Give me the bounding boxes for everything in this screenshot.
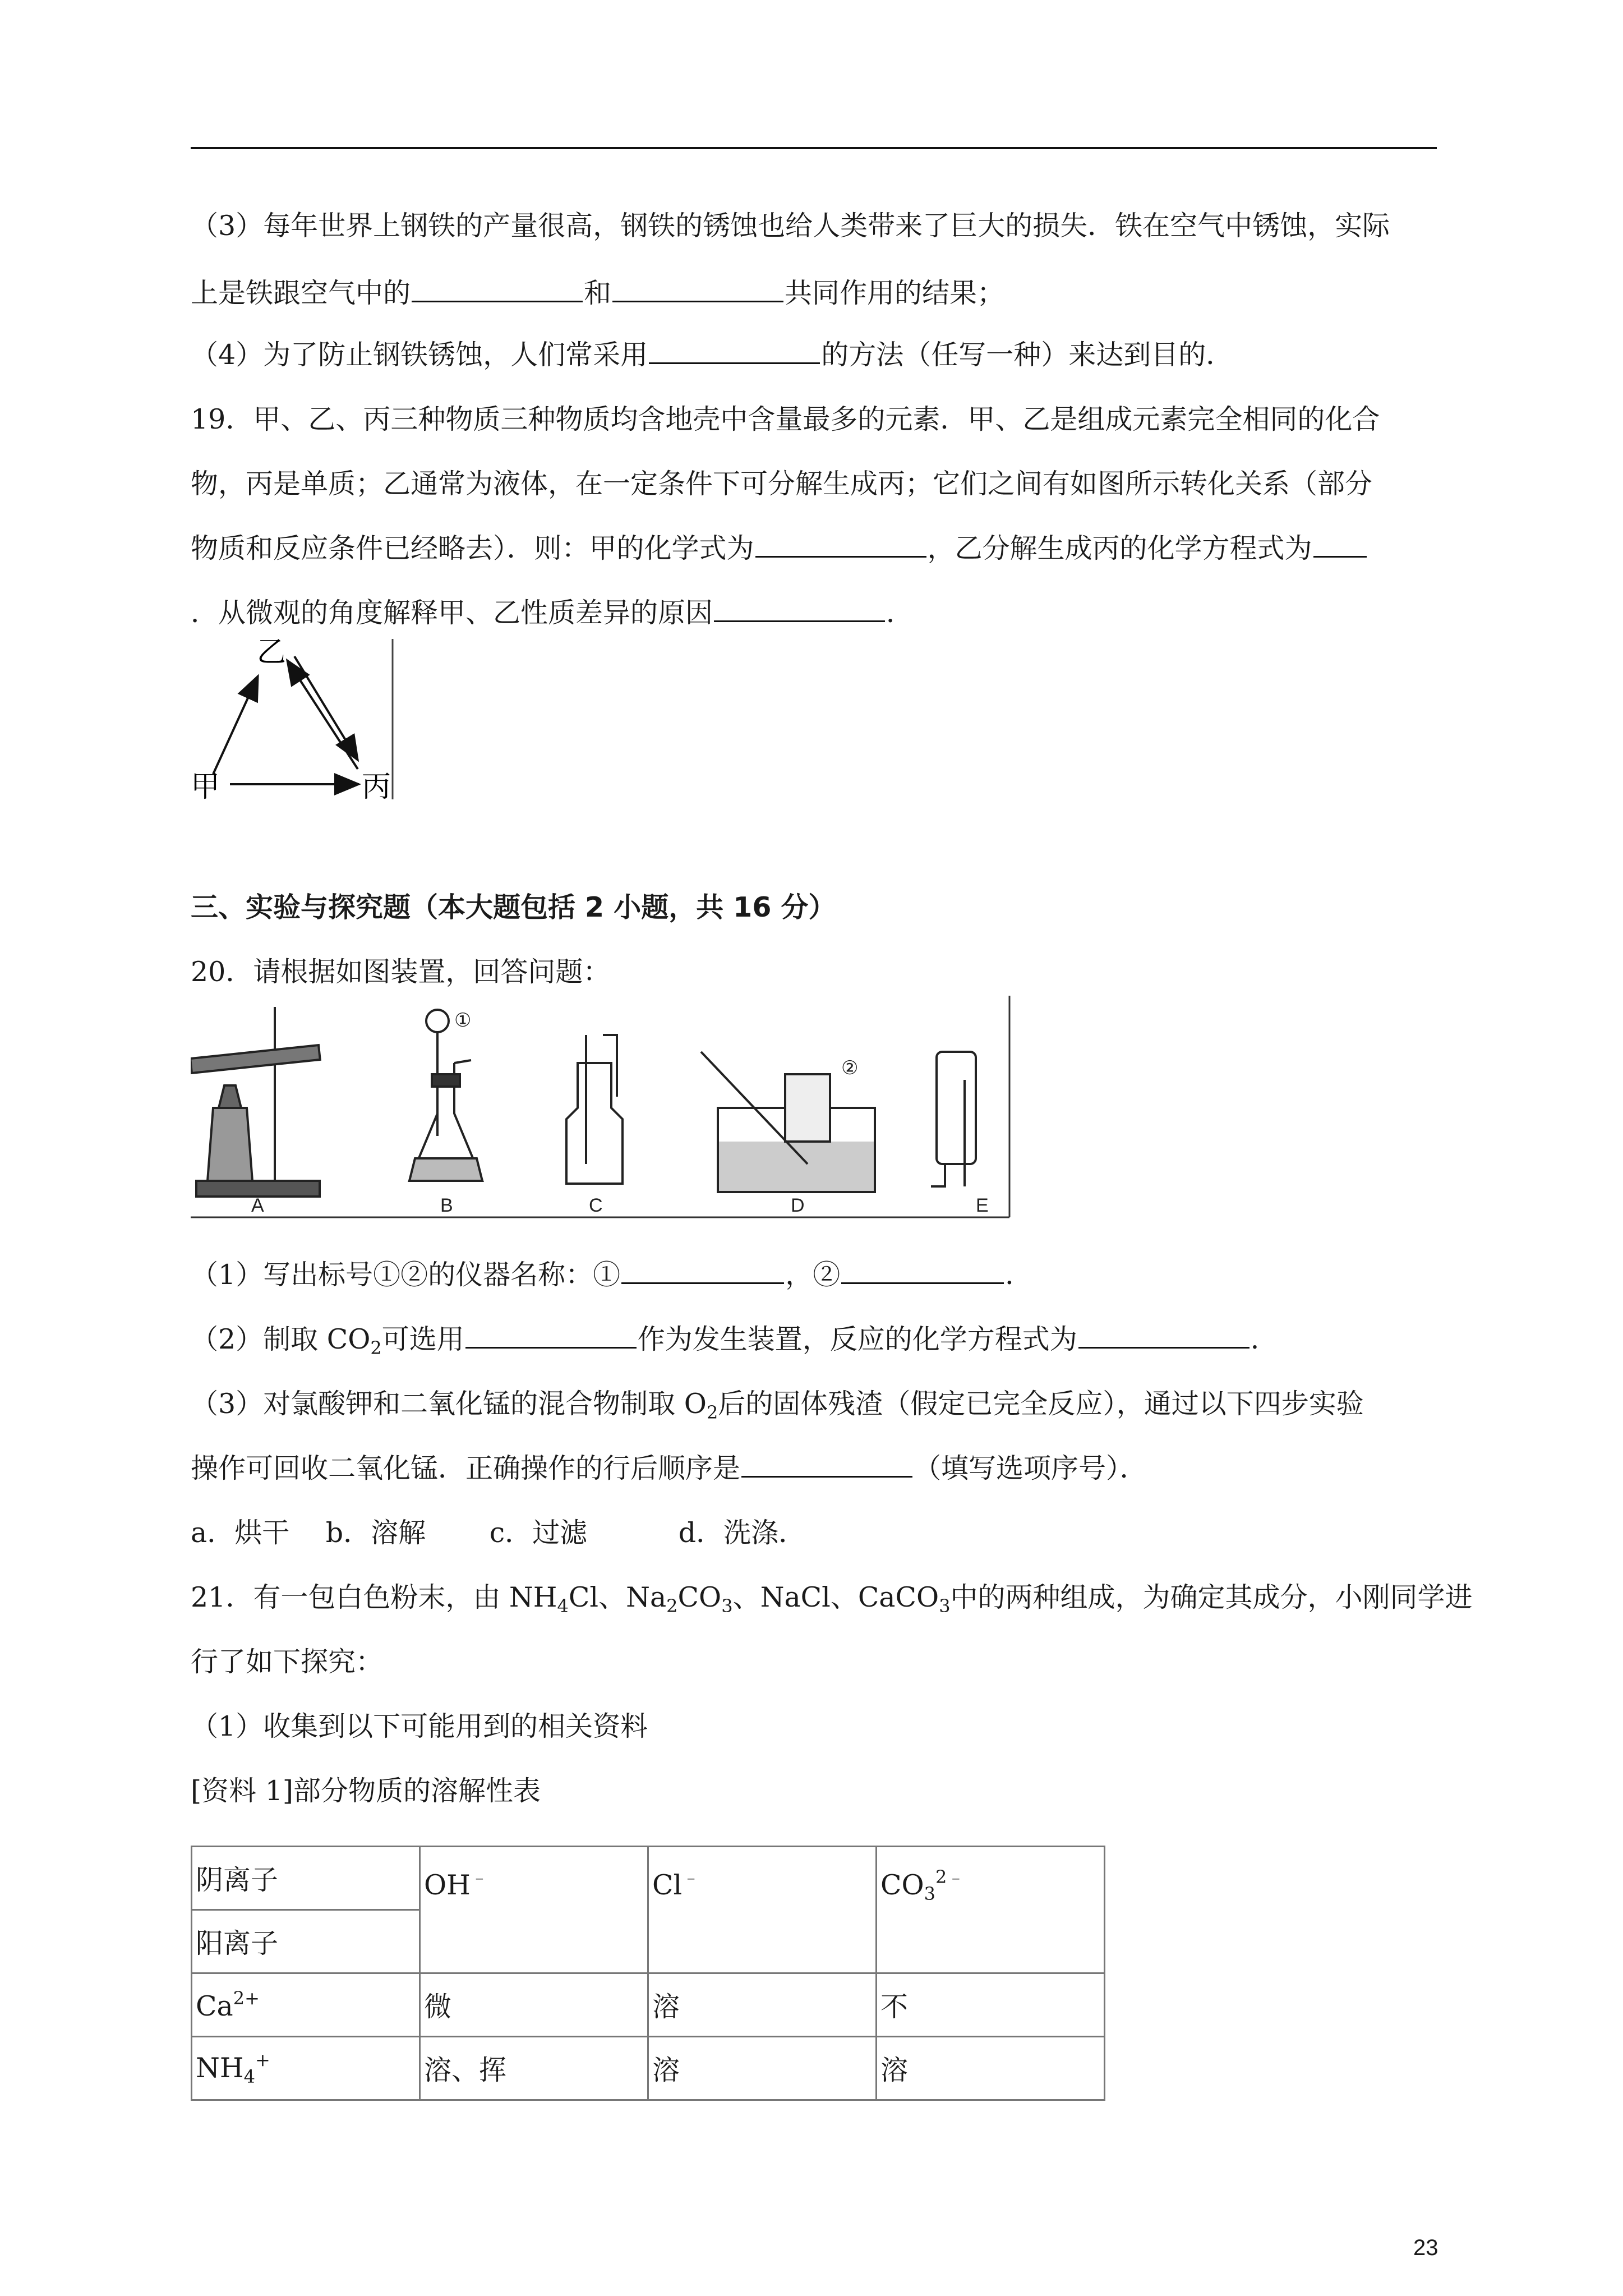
cell-ca-cl: 溶 — [648, 1973, 877, 2037]
arrow-yi-to-bing — [294, 656, 358, 760]
answer-blank[interactable] — [741, 1451, 912, 1478]
q18-part3-line1: （3）每年世界上钢铁的产量很高，钢铁的锈蚀也给人类带来了巨大的损失．铁在空气中锈蚀，实际 — [191, 210, 1390, 242]
cell-nh4-co3: 溶 — [877, 2037, 1105, 2100]
cell-nh4-oh: 溶、挥 — [420, 2037, 648, 2100]
answer-blank[interactable] — [1313, 531, 1367, 558]
label-a: A — [251, 1195, 264, 1216]
label-e: E — [976, 1195, 989, 1216]
label-d: D — [791, 1195, 805, 1216]
q20-options: a．烘干 b．溶解 c．过滤 d．洗涤． — [191, 1517, 806, 1549]
mark-2: ② — [841, 1057, 859, 1079]
header-co3: $CO_3^{2﹣}$ — [877, 1847, 1105, 1973]
apparatus-e — [931, 1052, 976, 1186]
answer-blank[interactable] — [841, 1258, 1004, 1284]
q20-part1: （1）写出标号①②的仪器名称：① ，② ． — [191, 1259, 1033, 1291]
q18-part3-line2: 上是铁跟空气中的 和 共同作用的结果； — [191, 277, 1005, 309]
table-row — [192, 2037, 1105, 2100]
q20-part3-line2: 操作可回收二氧化锰．正确操作的行后顺序是 （填写选项序号）． — [191, 1452, 1147, 1484]
q21-line3: （1）收集到以下可能用到的相关资料 — [191, 1710, 648, 1742]
solubility-table — [191, 1846, 1105, 2101]
conversion-triangle-diagram — [191, 637, 398, 805]
answer-blank[interactable] — [1078, 1322, 1249, 1349]
row-nh4: $NH_4^+$ — [192, 2037, 420, 2100]
q21-line1: 21．有一包白色粉末，由 $NH_4Cl$、$Na_2CO_3$、NaCl、CaCO$_3$中的两种组成，为确定其成分，小刚同学进 — [191, 1581, 1473, 1617]
answer-blank[interactable] — [621, 1258, 784, 1284]
section3-heading: 三、实验与探究题（本大题包括 2 小题，共 16 分） — [191, 891, 836, 923]
page-number: 23 — [1413, 2235, 1438, 2260]
label-b: B — [440, 1195, 453, 1216]
answer-blank[interactable] — [755, 531, 926, 558]
cell-ca-co3: 不 — [877, 1973, 1105, 2037]
q20-part3-line1: （3）对氯酸钾和二氧化锰的混合物制取 $O_2$后的固体残渣（假定已完全反应），通过以下四步实验 — [191, 1388, 1364, 1423]
q21-line4: [资料 1]部分物质的溶解性表 — [191, 1775, 541, 1807]
cell-nh4-cl: 溶 — [648, 2037, 877, 2100]
header-cation-label: 阳离子 — [192, 1910, 420, 1973]
header-cl: Cl﹣ — [648, 1847, 877, 1973]
answer-blank[interactable] — [465, 1322, 637, 1349]
label-yi: 乙 — [257, 637, 287, 669]
mark-1: ① — [454, 1010, 472, 1031]
apparatus-a — [191, 1007, 320, 1197]
label-c: C — [589, 1195, 603, 1216]
table-row — [192, 1973, 1105, 2037]
row-ca: $Ca^{2+}$ — [192, 1973, 420, 2037]
q18-part4-line: （4）为了防止钢铁锈蚀，人们常采用 的方法（任写一种）来达到目的． — [191, 339, 1234, 371]
header-anion-label: 阴离子 — [192, 1847, 420, 1910]
q20-part2: （2）制取 $CO_2$可选用 作为发生装置，反应的化学方程式为 ． — [191, 1323, 1278, 1359]
answer-blank[interactable] — [612, 276, 783, 302]
cell-ca-oh: 微 — [420, 1973, 648, 2037]
q19-line2: 物，丙是单质；乙通常为液体，在一定条件下可分解生成丙；它们之间有如图所示转化关系（部分 — [191, 468, 1373, 500]
header-rule — [191, 147, 1437, 149]
lab-apparatus-figure — [191, 996, 1021, 1226]
header-oh: OH﹣ — [420, 1847, 648, 1973]
q20-intro: 20．请根据如图装置，回答问题： — [191, 956, 611, 988]
label-jia: 甲 — [191, 770, 220, 804]
answer-blank[interactable] — [649, 338, 820, 364]
q21-line2: 行了如下探究： — [191, 1646, 384, 1678]
label-bing: 丙 — [362, 770, 391, 804]
answer-blank[interactable] — [412, 276, 583, 302]
apparatus-c — [566, 1035, 623, 1184]
q19-line3: 物质和反应条件已经略去）．则：甲的化学式为 ，乙分解生成丙的化学方程式为 — [191, 530, 1368, 567]
apparatus-b — [409, 1010, 482, 1181]
q19-line4: ．从微观的角度解释甲、乙性质差异的原因 ． — [191, 597, 914, 629]
answer-blank[interactable] — [714, 596, 885, 622]
arrow-bing-to-yi — [287, 660, 358, 769]
q19-line1: 19．甲、乙、丙三种物质三种物质均含地壳中含量最多的元素．甲、乙是组成元素完全相同的化合 — [191, 403, 1380, 435]
arrow-jia-to-yi — [213, 676, 258, 774]
